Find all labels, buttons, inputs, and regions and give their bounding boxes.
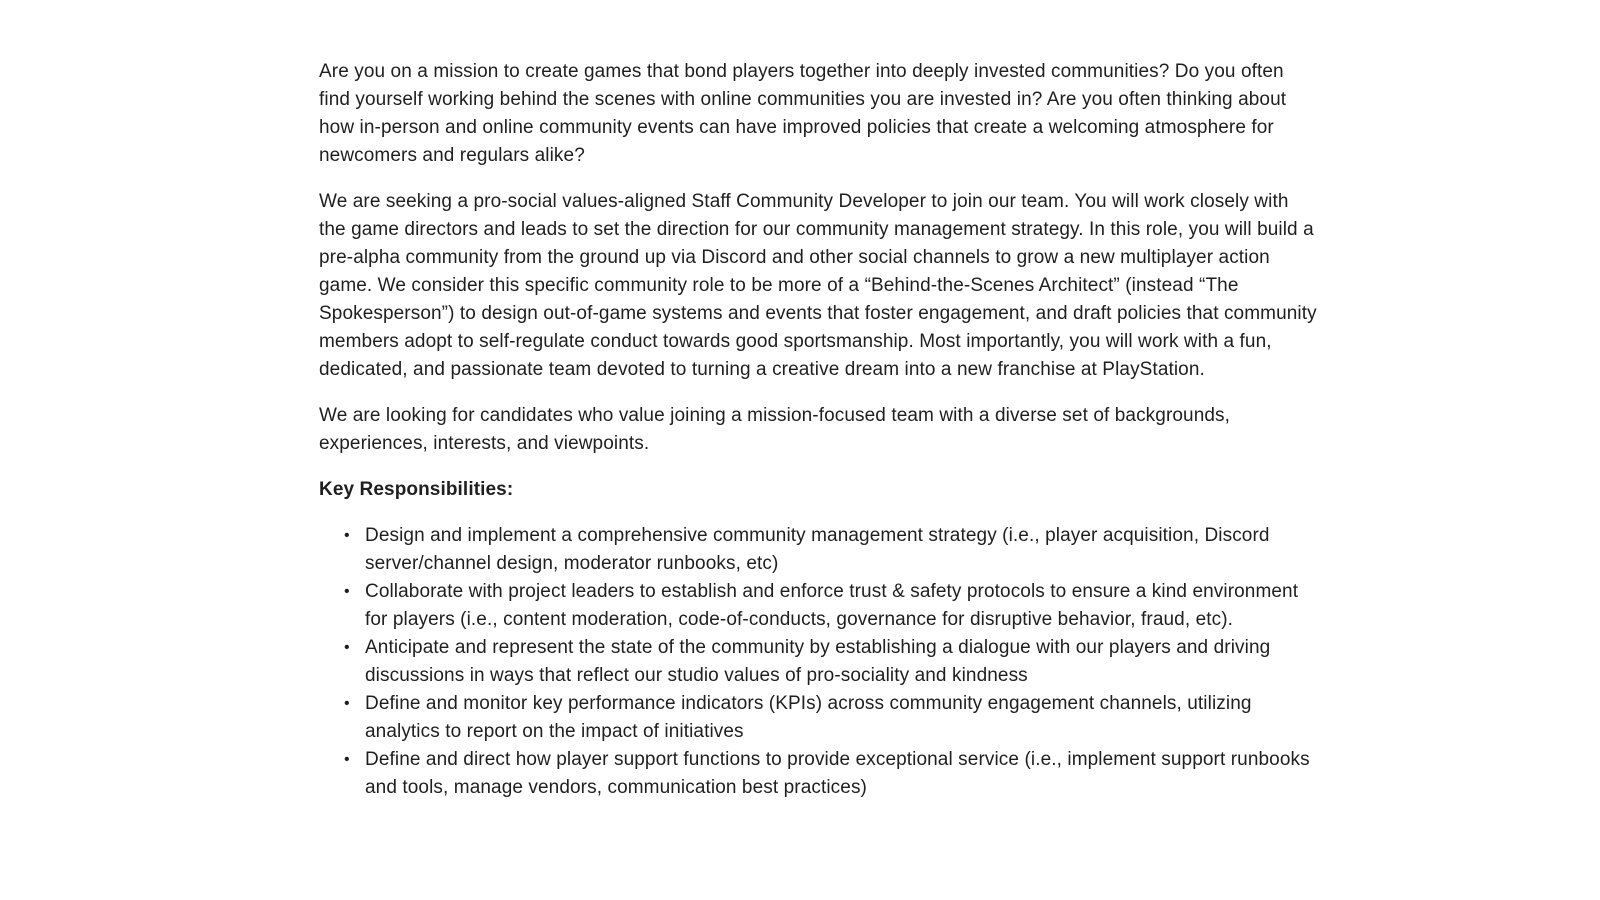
role-paragraph: We are seeking a pro-social values-aligned Staff Community Developer to join our team. You will work closely with the game directors and leads to set the direction for our community management strategy. In this role, you will build a pre-alpha community from the ground up via Discord and other social channels to grow a new multiplayer action game. We consider this specific community role to be more of a “Behind-the-Scenes Architect” (instead “The Spokesperson”) to design out-of-game systems and events that foster engagement, and draft policies that community members adopt to self-regulate conduct towards good sportsmanship. Most importantly, you will work with a fun, dedicated, and passionate team devoted to turning a creative dream into a new franchise at PlayStation.: [319, 191, 1317, 380]
list-item-text: Collaborate with project leaders to establish and enforce trust & safety protocols to ensure a kind environment for players (i.e., content moderation, code-of-conducts, governance for disruptive behavior, fraud, etc).: [365, 581, 1299, 630]
bullet-icon: •: [344, 639, 350, 656]
list-item-text: Define and direct how player support functions to provide exceptional service (i.e., implement support runbooks and tools, manage vendors, communication best practices): [365, 749, 1310, 798]
list-item: [344, 522, 1319, 578]
list-item: [344, 578, 1319, 634]
list-item: [344, 634, 1319, 690]
list-item: [344, 690, 1319, 746]
bullet-icon: •: [344, 751, 350, 768]
job-description-body: [319, 58, 1319, 802]
list-item-text: Define and monitor key performance indicators (KPIs) across community engagement channels, utilizing analytics to report on the impact of initiatives: [365, 693, 1252, 742]
key-responsibilities-heading: Key Responsibilities:: [319, 479, 514, 500]
list-item-text: Anticipate and represent the state of the community by establishing a dialogue with our players and driving discussions in ways that reflect our studio values of pro-sociality and kindness: [365, 637, 1271, 686]
key-responsibilities-list: [319, 522, 1319, 802]
bullet-icon: •: [344, 527, 350, 544]
list-item-text: Design and implement a comprehensive community management strategy (i.e., player acquisition, Discord server/channel design, moderator runbooks, etc): [365, 525, 1270, 574]
list-item: [344, 746, 1319, 802]
bullet-icon: •: [344, 583, 350, 600]
candidates-paragraph: We are looking for candidates who value joining a mission-focused team with a diverse set of backgrounds, experiences, interests, and viewpoints.: [319, 405, 1231, 454]
bullet-icon: •: [344, 695, 350, 712]
intro-paragraph: Are you on a mission to create games that bond players together into deeply invested communities? Do you often find yourself working behind the scenes with online communities you are invested in? Are you often thinking about how in-person and online community events can have improved policies that create a welcoming atmosphere for newcomers and regulars alike?: [319, 61, 1287, 166]
